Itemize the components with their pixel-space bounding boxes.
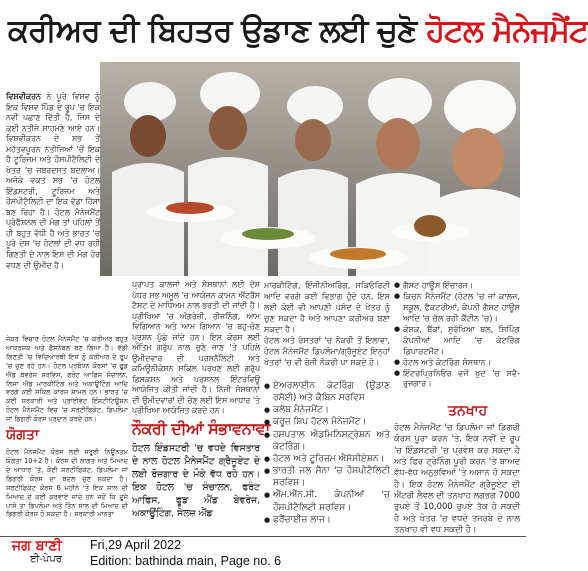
column-2-text: ਪ੍ਰਾਪਤ ਕਾਲਜਾਂ ਅਤੇ ਸੰਸਥਾਨਾਂ ਲਈ ਦੇਸ਼ ਪੱਧਰ ਸਭ ਅਮੂਲ 'ਚ ਆਯੋਜਨ ਕਾਮਨ ਐਂਟਰੈਂਸ ਟੈਸਟ ਦੇ ਮਾਧਿਅਮ ਨਾਲ ਭਰਤੀ ਦੀ ਜਾਂਦੀ ਹੈ। ਪ੍ਰੀਖਿਆ 'ਚ ਅੰਗਰੇਜ਼ੀ, ਰੀਜ਼ਨਿੰਗ, ਆਮ ਵਿਗਿਆਨ ਅਤੇ ਆਮ ਗਿਆਨ 'ਚ ਬਹੁ-ਚੋਣ ਪ੍ਰਸ਼ਨ ਪੁੱਛੇ ਜਾਂਦੇ ਹਨ। ਇਸ ਕੋਰਸ ਲਈ ਅੰਤਿਮ ਗਰੁੱਪ ਨਾਲ ਚੁਣੇ ਜਾਣ 'ਤੇ ਪਹਿਲੇ ਉਮੀਦਵਾਰ ਦੀ ਪਰਸਨੈਲਿਟੀ ਅਤੇ ਕਮਿਊਨੀਕੇਸ਼ਨ ਸਕਿਲ ਪਰਖਣ ਲਈ ਗਰੁੱਪ ਡਿਸਕਸ਼ਨ ਅਤੇ ਪਰਸਨਲ ਇੰਟਰਵਿਊ ਆਯੋਜਿਤ ਕੀਤੀ ਜਾਂਦੀ ਹੈ। ਨਿੱਜੀ ਸੰਸਥਾਨਾਂ ਦੀ ਉਮੀਦਵਾਰਾਂ ਦੀ ਚੋਣ ਲਈ ਇਸ ਆਧਾਰ 'ਤੇ ਪ੍ਰੀਖਿਆ ਆਯੋਜਿਤ ਕਰਦੇ ਹਨ। [132, 280, 260, 416]
intro-text: ਨੇ ਪੂਰੇ ਵਿਸ਼ਵ ਨੂੰ ਇਕ ਵਿਸ਼ਵ ਪਿੰਡ ਦੇ ਰੂਪ 'ਚ ਇਕ ਨਵੀਂ ਪਛਾਣ ਦਿੱਤੀ ਹੈ, ਜਿਸ ਦੇ ਕਈ ਨਤੀਜੇ ਸਾਹਮਣੇ ਆਏ ਹਨ। ਵਿਸ਼ਵੀਕਰਨ ਦੇ ਸਭ ਤੋਂ ਮਹੱਤਵਪੂਰਨ ਨਤੀਜਿਆਂ 'ਚੋਂ ਇਕ ਹੈ ਟੂਰਿਜ਼ਮ ਅਤੇ ਹੌਸਪੀਟੈਲਿਟੀ ਦੇ ਖੇਤਰ 'ਚ ਜ਼ਬਰਦਸਤ ਬਦਲਾਅ। ਅਜੋਕੇ ਵਕਤ ਸਭ 'ਚ ਹੋਟਲ ਇੰਡਸਟਰੀ, ਟੂਰਿਜ਼ਮ ਅਤੇ ਹੌਸਪੀਟੈਲਿਟੀ ਦਾ ਇਕ ਵੱਡਾ ਹਿੱਸਾ ਬਣ ਰਿਹਾ ਹੈ। ਹੋਟਲ ਮੈਨੇਜਮੈਂਟ ਪ੍ਰੋਫੈਸ਼ਨਲ ਦੀ ਮੰਗ ਤਾਂ ਪਹਿਲਾਂ ਤੋਂ ਹੀ ਬਹੁਤ ਵੱਧੀ ਹੈ ਅਤੇ ਭਾਰਤ 'ਚ ਪੂਰੇ ਦੇਸ਼ 'ਚ ਹੋਟਲਾਂ ਦੀ ਵਧ ਰਹੀ ਗਿਣਤੀ ਦੇ ਨਾਲ ਇਸ ਦੀ ਮੰਗ ਹੋਰ ਵਧਣ ਦੀ ਉਮੀਦ ਹੈ। [6, 92, 100, 270]
article-column-3-list [264, 380, 390, 526]
list-item: ● ਕੋਸ਼ਕ, ਬੈਂਕਾਂ, ਸੁਰੱਖਿਆ ਬਲ, ਸ਼ਿਪਿੰਗ ਕੰਪਨੀਆਂ ਆਦਿ 'ਚ ਕੇਟਰਿੰਗ ਡਿਪਾਰਟਮੈਂਟ। [394, 324, 520, 357]
eligibility-text: ਹੋਟਲ ਮੈਨੇਜਮੈਂਟ ਕੋਰਸ ਲਈ ਜ਼ਰੂਰੀ ਨਿਊਨਤਮ ਯੋਗਤਾ 10+2 ਹੈ। ਕੋਰਸ ਦੀ ਲਾਗਤ ਅਤੇ ਮਿਆਦ ਦੇ ਆਧਾਰ 'ਤੇ, ਕੋਈ ਸਰਟੀਫਿਕੇਟ, ਡਿਪਲੋਮਾ ਜਾਂ ਡਿਗਰੀ ਕੋਰਸ ਦਾ ਬਦਲ ਚੁਣ ਸਕਦਾ ਹੈ। ਸਰਟੀਫਿਕੇਟ ਕੋਰਸ 6 ਮਹੀਨੇ 'ਤੇ ਇਕ ਸਾਲ ਦੀ ਮਿਆਦ ਦੇ ਕਈ ਕਰਵਾਏ ਜਾਂਦੇ ਹਨ ਜਦੋਂ ਕਿ ਦੂਜੇ ਪਾਸੇ ਤਾ ਡਿਪਲੋਮਾ ਅਤੇ ਤਿੰਨ ਸਾਲ ਦੀ ਮਿਆਦ ਦੀ ਡਿਗਰੀ ਕੋਰਸ ਹੋ ਸਕਦਾ ਹੈ। ਸਰਕਾਰੀ ਮਾਨਤਾ [6, 448, 128, 519]
list-item: ● ਏਅਰਲਾਈਨ ਕੇਟਰਿੰਗ (ਉਡਾਣ ਰਸੋਈ) ਅਤੇ ਕੈਬਿਨ ਸਰਵਿਸ [264, 380, 390, 404]
list-item: ● ਹੋਟਲ ਅਤੇ ਕੇਟਰਿੰਗ ਸੰਸਥਾਨ। [394, 357, 520, 368]
jobs-heading: ਨੌਕਰੀ ਦੀਆਂ ਸੰਭਾਵਨਾਵਾਂ [132, 419, 270, 438]
salary-text: ਹੋਟਲ ਮੈਨੇਜਮੈਂਟ 'ਚ ਡਿਪਲੋਮਾ ਜਾਂ ਡਿਗਰੀ ਕੋਰਸ ਪੂਰਾ ਕਰਨ 'ਤੇ, ਇਕ ਨਵੀਂ ਦੇ ਰੂਪ 'ਚ ਇੰਡਸਟਰੀ 'ਚ ਪ੍ਰਵੇਸ਼ ਕਰ ਸਕਦਾ ਹੈ ਅਤੇ ਫਿਰ ਟ੍ਰੇਨਿੰਗ ਪੂਰੀ ਕਰਨ 'ਤੇ ਬਾਅਦ ਵੱਧ-ਵੱਧ ਅਨੁਭਵਿਆਂ 'ਤੇ ਅਸਾਨ ਹੋ ਸਕਦਾ ਹੈ। ਇਕ ਹੋਟਲ ਮੈਨੇਜਮੈਂਟ ਗ੍ਰੈਜੂਏਟ ਦੀ ਐਂਟਰੀ ਲੈਵਲ ਦੀ ਤਨਖਾਹ ਲਗਭਗ 7000 ਰੁਪਏ ਤੋਂ 10,000 ਰੁਪਏ ਤੱਕ ਹੋ ਸਕਦੀ ਹੈ ਅਤੇ ਖੇਤਰ 'ਚ ਵਧਦੇ ਤਜਰਬੇ ਦੇ ਨਾਲ ਤਨਖਾਹ ਵੀ ਵਧ ਸਕਦੀ ਹੈ। [394, 422, 520, 535]
publication-date: Fri,29 April 2022 [90, 538, 182, 552]
list-item: ● ਕਿਚਨ ਮੈਨੇਜਮੈਂਟ (ਹੋਟਲ 'ਚ ਜਾਂ ਕਾਲਜ, ਸਕੂਲ, ਫੈਕਟਰੀਆਂ, ਕੰਪਨੀ ਗੈਸਟ ਹਾਊਸ ਆਦਿ 'ਚ ਚੱਲ ਰਹੀ ਕੈਂਟੀਨ 'ਚ)। [394, 291, 520, 324]
article-column-2 [132, 280, 260, 417]
list-item: ● ਗੈਸਟ ਹਾਊਸ ਇੰਚਾਰਜ। [394, 280, 520, 291]
column-3-text: ਮਾਰਕੀਟਿੰਗ, ਇੰਜੀਨੀਅਰਿੰਗ, ਸਕਿਓਰਿਟੀ ਆਦਿ ਵਰਗੇ ਕਈ ਵਿਭਾਗ ਹੁੰਦੇ ਹਨ, ਇਸ ਲਈ ਕੋਈ ਵੀ ਆਪਣੀ ਪਸੰਦ ਦੇ ਖੇਤਰ ਨੂੰ ਚੁਣ ਸਕਦਾ ਹੈ ਅਤੇ ਆਪਣਾ ਕਰੀਅਰ ਬਣਾ ਸਕਦਾ ਹੈ। [264, 280, 390, 334]
list-item: ● ਹੋਟਲ ਅਤੇ ਟੂਰਿਜ਼ਮ ਐਸੋਸੀਏਸ਼ਨ। [264, 453, 390, 465]
list-item: ● ਭਾਰਤੀ ਜਲ ਸੈਨਾ 'ਚ ਹੌਸਪੀਟੈਲਿਟੀ ਸਰਵਿਸ। [264, 465, 390, 489]
salary-heading: ਤਨਖਾਹ [448, 403, 488, 419]
byline: ਵਿਸ਼ਵੀਕਰਨ [6, 92, 41, 101]
article-intro [6, 92, 100, 271]
article-column-1-lower [6, 335, 128, 519]
list-item: ● ਕਲੱਬ ਮੈਨੇਜਮੈਂਟ। [264, 404, 390, 416]
list-item: ● ਕਰੂਜ਼ ਸ਼ਿਪ ਹੋਟਲ ਮੈਨੇਜਮੈਂਟ। [264, 416, 390, 428]
eligibility-heading: ਯੋਗਤਾ [6, 427, 39, 444]
logo-title: ਜਗ ਬਾਣੀ [12, 538, 62, 554]
article-column-intro [6, 92, 100, 271]
jagbani-epaper-logo [12, 538, 84, 568]
jobs-text: ਹੋਟਲ ਇੰਡਸਟਰੀ 'ਚ ਵਧਦੇ ਵਿਸਤਾਰ ਦੇ ਨਾਲ ਹੋਟਲ ਮੈਨੇਜਮੈਂਟ ਗ੍ਰੈਜੂਏਟ ਦੇ ਲਈ ਰੋਜ਼ਗਾਰ ਦੇ ਮੌਕੇ ਵੱਧ ਰਹੇ ਹਨ। ਇਕ ਹੋਟਲ 'ਚ ਸੰਚਾਲਨ, ਫਰੰਟ ਆਫਿਸ, ਫੂਡ ਐਂਡ ਬੇਵਰੇਜ, ਅਕਾਊਂਟਿੰਗ, ਸੇਲਜ਼ ਐਂਡ [132, 443, 260, 520]
jobs-column [132, 442, 260, 521]
article-column-4 [394, 280, 520, 389]
list-item: ● ਹਸਪਤਾਲ ਐਡਮਿਨਿਸਟ੍ਰੇਸ਼ਨ ਅਤੇ ਕੇਟਰਿੰਗ। [264, 429, 390, 453]
publication-edition: Edition: bathinda main, Page no. 6 [90, 554, 282, 568]
column-3-bullet-list [264, 380, 390, 526]
article-headline [8, 2, 588, 60]
list-item: ● ਐੱਮ.ਐੱਨ.ਸੀ. ਕੰਪਨੀਆਂ 'ਚ ਹੌਸਪੀਟੈਲਿਟੀ ਸਰਵਿਸ। [264, 489, 390, 513]
headline-accent: ਹੋਟਲ ਮੈਨੇਜਮੈਂਟ [426, 13, 588, 49]
paragraph-2: ਜੇਕਰ ਵਿਚਾਰ ਹੋਟਲ ਮੈਨੇਜਮੈਂਟ 'ਚ ਕਰੀਅਰ ਬਹੁਤ ਆਕਰਸ਼ਕ ਅਤੇ ਫੈਸ਼ਨੇਬਲ ਬਣ ਗਿਆ ਹੈ। ਵੱਡੀ ਗਿਣਤੀ 'ਚ ਵਿਦਿਆਰਥੀ ਇਸ ਨੂੰ ਕਰੀਅਰ ਦੇ ਰੂਪ 'ਚ ਚੁਣ ਰਹੇ ਹਨ। ਹੋਟਲ ਪ੍ਰਬੰਧਨ ਕੋਰਸਾਂ 'ਚ ਫੂਡ ਐਂਡ ਬੇਵਰੇਜ ਸਰਵਿਸ, ਫਰੰਟ ਆਫਿਸ ਸੰਚਾਲਨ, ਲਿਜਾ ਐਂਡ ਮਾਰਕੀਟਿੰਗ ਅਤੇ ਅਕਾਊਂਟਿੰਗ ਆਦਿ ਵਰਗੇ ਕਈ ਸਕਿਲ ਕਾਰਜ ਸ਼ਾਮਲ ਹਨ। ਭਾਰਤ 'ਚ ਕਈ ਸਰਕਾਰੀ ਅਤੇ ਪ੍ਰਾਈਵੇਟ ਇੰਸਟੀਟਿਊਸ਼ਨ ਹੋਟਲ ਮੈਨੇਜਮੈਂਟ ਵਿਚ 'ਚ ਸਰਟੀਫਿਕੇਟ, ਡਿਪਲੋਮਾ ਜਾਂ ਡਿਗਰੀ ਕੋਰਸ ਪ੍ਰਦਾਨ ਕਰਦੇ ਹਨ। [6, 335, 128, 424]
list-item: ● ਇੰਟਰਪ੍ਰਿਨਿਓਰ ਵਜੋਂ ਖੁਦ 'ਚ ਸਵੈ-ਰੁਜ਼ਗਾਰ। [394, 368, 520, 390]
footer-divider [0, 536, 526, 537]
column-3-text-2: ਹੋਟਲ ਅਤੇ ਰੇਸਤਰਾਂ 'ਚ ਨੌਕਰੀ ਤੋਂ ਇਲਾਵਾ, ਹੋਟਲ ਮੈਨੇਜਮੈਂਟ ਡਿਪਲੋਮਾ/ਗ੍ਰੈਜੂਏਟ ਇਨ੍ਹਾਂ ਖੇਤਰਾਂ 'ਚ ਵੀ ਰੋਜ਼ੀ ਨੌਕਰੀ ਪਾ ਸਕਦੇ ਹੋ। [264, 334, 390, 367]
logo-subtitle: ਈ-ਪੇਪਰ [30, 554, 62, 565]
article-column-3 [264, 280, 390, 368]
chefs-group-photo-icon [100, 62, 520, 276]
salary-column [394, 422, 520, 534]
list-item: ● ਫਰੈਂਚਾਈਜ਼ ਲਾਜ। [264, 514, 390, 526]
headline-main: ਕਰੀਅਰ ਦੀ ਬਿਹਤਰ ਉਡਾਣ ਲਈ ਚੁਣੋ [8, 13, 417, 49]
column-4-bullet-list [394, 280, 520, 389]
